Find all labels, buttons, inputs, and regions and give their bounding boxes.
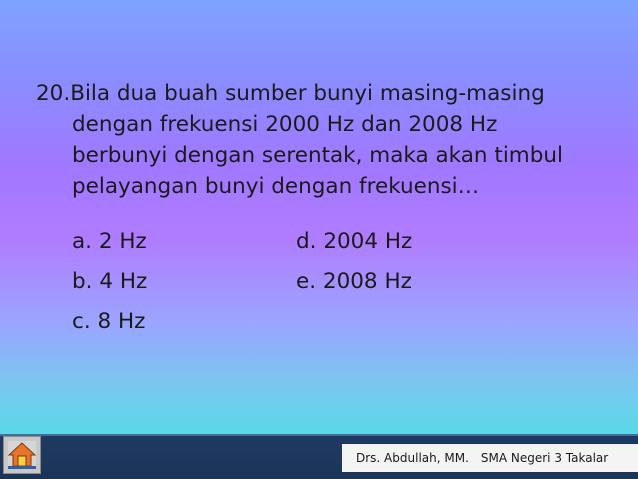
options-row-2: [72, 262, 592, 302]
options-row-3: [72, 302, 592, 342]
option-a: a. 2 Hz: [72, 229, 147, 254]
option-e: e. 2008 Hz: [296, 269, 412, 294]
footer-divider: [0, 434, 638, 436]
question-line-2: dengan frekuensi 2000 Hz dan 2008 Hz: [72, 112, 498, 137]
option-c: c. 8 Hz: [72, 309, 146, 334]
question-line-4: pelayangan bunyi dengan frekuensi…: [72, 174, 480, 199]
school-name: SMA Negeri 3 Takalar: [480, 451, 609, 465]
home-button[interactable]: [3, 436, 41, 474]
option-b: b. 4 Hz: [72, 269, 148, 294]
answer-options: [72, 222, 592, 342]
question-line-3: berbunyi dengan serentak, maka akan timbul: [72, 143, 563, 168]
credit-box: [342, 444, 638, 472]
home-icon: [6, 439, 38, 471]
author-name: Drs. Abdullah, MM.: [356, 451, 469, 465]
options-row-1: [72, 222, 592, 262]
option-d: d. 2004 Hz: [296, 229, 413, 254]
question-line-1: 20.Bila dua buah sumber bunyi masing-masing: [36, 81, 545, 106]
question-text: [36, 78, 616, 202]
